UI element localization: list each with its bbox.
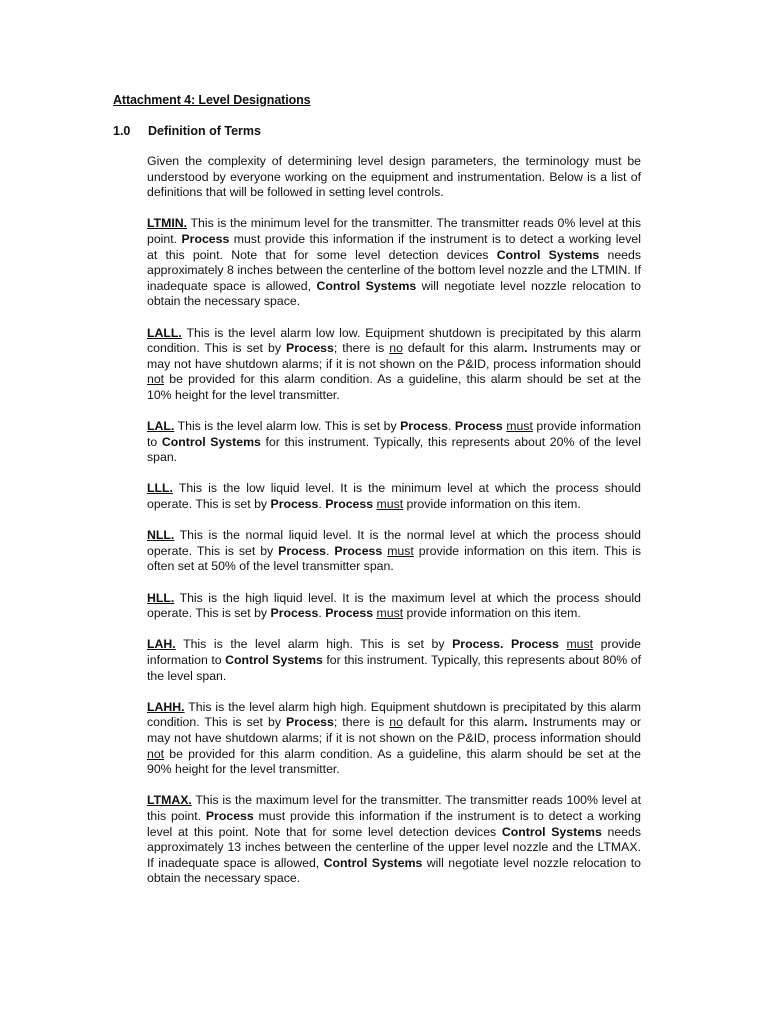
section-title: Definition of Terms xyxy=(148,124,261,138)
emphasis-not: not xyxy=(147,372,165,387)
emphasis-process: Process xyxy=(270,497,319,512)
definition-lall xyxy=(147,326,641,404)
term-lll: LLL. xyxy=(147,481,173,496)
definition-text: will negotiate level nozzle relocation to obtain the necessary space. xyxy=(147,855,642,886)
definition-text: ; there is xyxy=(333,715,390,730)
emphasis-control-systems: Control Systems xyxy=(316,278,417,293)
definition-text: This is the level alarm low. This is set by xyxy=(177,419,401,434)
emphasis-process: Process xyxy=(286,715,334,730)
definition-text: needs approximately 8 inches between the centerline of the bottom level nozzle and the LTMIN. If inadequate space is allowed, xyxy=(147,247,642,293)
term-ltmin: LTMIN. xyxy=(147,216,188,231)
emphasis-process: Process xyxy=(278,543,326,558)
emphasis-must: must xyxy=(376,606,404,621)
definition-text: provide information on this item. xyxy=(403,606,581,621)
definition-text: needs approximately 13 inches between the centerline of the upper level nozzle and the LTMAX. If inadequate space is allowed, xyxy=(147,824,641,870)
emphasis-process: Process xyxy=(454,419,503,434)
definition-text: This is the level alarm high high. Equipment shutdown is precipitated by this alarm condition. This is set by xyxy=(147,699,641,730)
emphasis-process: Process xyxy=(205,808,254,823)
document-body xyxy=(147,154,641,903)
emphasis-control-systems: Control Systems xyxy=(161,434,261,449)
emphasis-must: must xyxy=(566,637,594,652)
definition-text: This is the maximum level for the transmitter. The transmitter reads 100% level at this point. xyxy=(147,793,641,823)
definition-text: provide information on this item. xyxy=(403,497,581,512)
emphasis-must: must xyxy=(376,497,404,512)
emphasis-process: Process xyxy=(400,419,448,434)
emphasis-no: no xyxy=(389,341,403,356)
term-ltmax: LTMAX. xyxy=(147,793,192,808)
definition-text: ; there is xyxy=(333,341,390,356)
emphasis-must: must xyxy=(387,543,414,558)
emphasis-control-systems: Control Systems xyxy=(225,653,323,667)
emphasis-control-systems: Control Systems xyxy=(323,855,423,870)
definition-text: provide information to xyxy=(147,419,641,449)
definition-lll xyxy=(147,481,641,512)
intro-paragraph: Given the complexity of determining level design parameters, the terminology must be understood by everyone working on the equipment and instrumentation. Below is a list of definitions that will be followed in setting level controls. xyxy=(147,154,641,200)
emphasis-process: Process xyxy=(325,497,374,512)
definition-text: This is the level alarm high. This is set by xyxy=(183,637,453,652)
emphasis-period: . xyxy=(524,715,528,730)
definition-text: This is the level alarm low low. Equipment shutdown is precipitated by this alarm condition. This is set by xyxy=(147,325,641,356)
emphasis-process: Process xyxy=(510,637,559,652)
definition-text: This is the normal liquid level. It is the normal level at which the process should operate. This is set by xyxy=(147,528,641,558)
definition-text: default for this alarm xyxy=(402,715,525,730)
emphasis-process: Process xyxy=(325,606,374,621)
term-lah: LAH. xyxy=(147,637,176,652)
definition-text: be provided for this alarm condition. As a guideline, this alarm should be set at the 10% height for the level transmitter. xyxy=(147,372,641,402)
document-title: Attachment 4: Level Designations xyxy=(113,93,311,107)
emphasis-must: must xyxy=(506,419,533,434)
definition-text: This is the high liquid level. It is the maximum level at which the process should operate. This is set by xyxy=(147,590,641,621)
term-lahh: LAHH. xyxy=(147,699,185,714)
definition-text: This is the minimum level for the transmitter. The transmitter reads 0% level at this point. xyxy=(147,216,641,246)
definition-text: must provide this information if the instrument is to detect a working level at this point. Note that for some level detection devices xyxy=(147,231,641,262)
definition-lal xyxy=(147,419,641,466)
emphasis-not: not xyxy=(147,746,165,761)
emphasis-process: Process xyxy=(334,543,383,558)
definition-text: default for this alarm xyxy=(402,341,525,356)
definition-text: for this instrument. Typically, this represents about 80% of the level span. xyxy=(147,653,641,683)
term-lall: LALL. xyxy=(147,325,182,340)
definition-text: must provide this information if the instrument is to detect a working level at this point. Note that for some level detection devices xyxy=(147,808,641,839)
section-number: 1.0 xyxy=(113,124,131,138)
definition-ltmax xyxy=(147,793,641,887)
definition-text: Instruments may or may not have shutdown alarms; if it is not shown on the P&ID, process information should xyxy=(147,341,642,371)
definition-ltmin xyxy=(147,216,641,310)
definition-text: Instruments may or may not have shutdown alarms; if it is not shown on the P&ID, process information should xyxy=(147,715,642,745)
definition-text: provide information on this item. This is often set at 50% of the level transmitter span. xyxy=(147,543,641,574)
definition-text xyxy=(503,637,511,651)
definition-text: for this instrument. Typically, this represents about 20% of the level span. xyxy=(147,434,641,465)
definition-text: be provided for this alarm condition. As a guideline, this alarm should be set at the 90% height for the level transmitter. xyxy=(147,746,641,777)
section-heading xyxy=(113,124,261,138)
emphasis-process: Process xyxy=(270,606,319,621)
definition-text: . xyxy=(447,419,455,434)
emphasis-period: . xyxy=(524,341,528,356)
term-nll: NLL. xyxy=(147,528,175,543)
definition-text: . xyxy=(318,606,326,621)
definition-text: will negotiate level nozzle relocation to obtain the necessary space. xyxy=(147,278,641,309)
definition-text: This is the low liquid level. It is the minimum level at which the process should operate. This is set by xyxy=(147,481,641,512)
definition-nll xyxy=(147,528,641,575)
term-hll: HLL. xyxy=(147,590,175,605)
emphasis-process: Process xyxy=(286,341,334,356)
definition-hll xyxy=(147,591,641,622)
emphasis-no: no xyxy=(389,715,403,730)
term-lal: LAL. xyxy=(147,419,175,434)
emphasis-process: Process xyxy=(181,231,230,246)
emphasis-process: Process. xyxy=(452,637,504,652)
definition-text: . xyxy=(326,543,335,558)
definition-text: provide information to xyxy=(147,637,642,667)
definition-lah xyxy=(147,637,641,684)
definition-text: . xyxy=(318,497,326,512)
emphasis-control-systems: Control Systems xyxy=(501,824,602,839)
definition-lahh xyxy=(147,700,641,778)
emphasis-control-systems: Control Systems xyxy=(496,247,600,262)
